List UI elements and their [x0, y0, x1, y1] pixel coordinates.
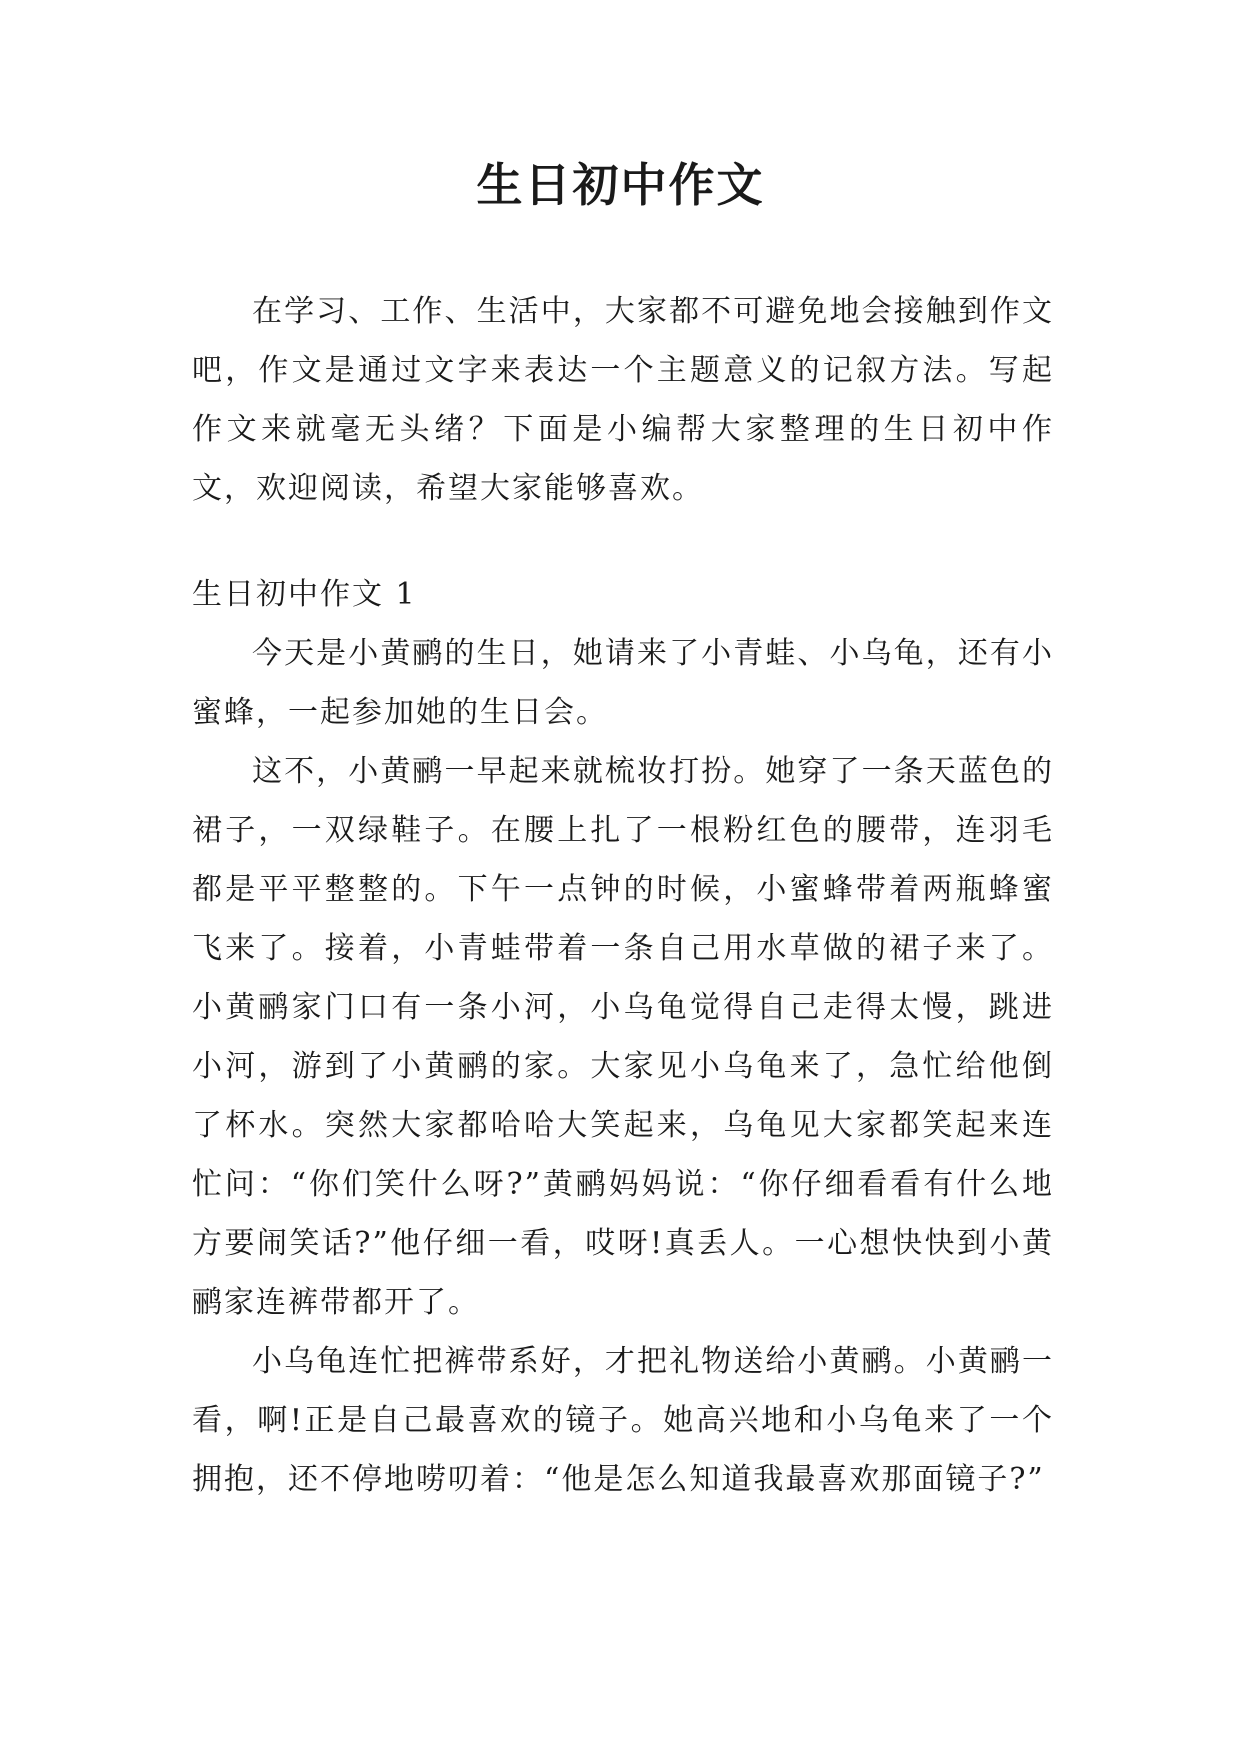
body-paragraph: 今天是小黄鹂的生日，她请来了小青蛙、小乌龟，还有小蜜蜂，一起参加她的生日会。	[192, 636, 1054, 730]
section-heading: 生日初中作文 1	[192, 577, 417, 612]
document-body	[192, 282, 1054, 1509]
body-paragraph: 这不，小黄鹂一早起来就梳妆打扮。她穿了一条天蓝色的裙子，一双绿鞋子。在腰上扎了一根粉红色的腰带，连羽毛都是平平整整的。下午一点钟的时候，小蜜蜂带着两瓶蜂蜜飞来了。接着，小青蛙带着一条自己用水草做的裙子来了。小黄鹂家门口有一条小河，小乌龟觉得自己走得太慢，跳进小河，游到了小黄鹂的家。大家见小乌龟来了，急忙给他倒了杯水。突然大家都哈哈大笑起来，乌龟见大家都笑起来连忙问：“你们笑什么呀?”黄鹂妈妈说：“你仔细看看有什么地方要闹笑话?”他仔细一看，哎呀!真丢人。一心想快快到小黄鹂家连裤带都开了。	[192, 754, 1054, 1320]
intro-paragraph: 在学习、工作、生活中，大家都不可避免地会接触到作文吧，作文是通过文字来表达一个主题意义的记叙方法。写起作文来就毫无头绪？下面是小编帮大家整理的生日初中作文，欢迎阅读，希望大家能够喜欢。	[192, 294, 1054, 506]
document-title: 生日初中作文	[476, 158, 765, 212]
body-paragraph: 小乌龟连忙把裤带系好，才把礼物送给小黄鹂。小黄鹂一看，啊!正是自己最喜欢的镜子。她高兴地和小乌龟来了一个拥抱，还不停地唠叨着：“他是怎么知道我最喜欢那面镜子?”	[192, 1344, 1054, 1497]
